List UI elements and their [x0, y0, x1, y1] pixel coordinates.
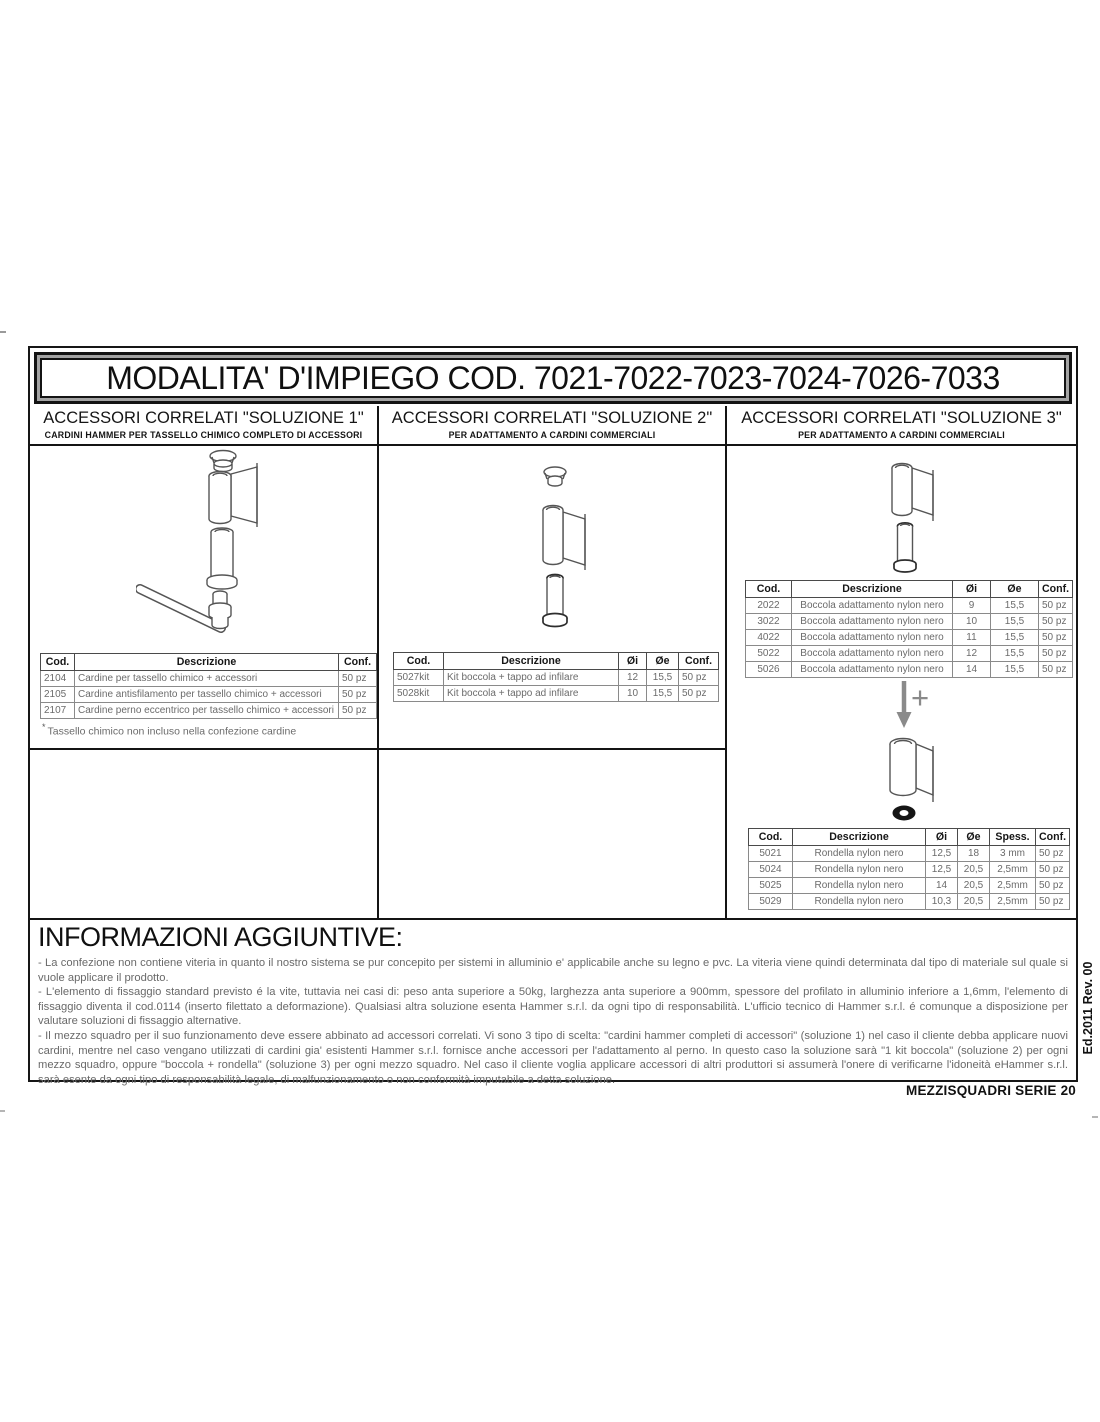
table-cell: 50 pz — [1036, 894, 1070, 910]
table-row — [394, 670, 719, 686]
solution1-subtitle: CARDINI HAMMER PER TASSELLO CHIMICO COMPLETO DI ACCESSORI — [44, 430, 363, 440]
solution1-title: ACCESSORI CORRELATI "SOLUZIONE 1" — [43, 409, 364, 427]
table-cell: 50 pz — [1036, 878, 1070, 894]
table-cell: 50 pz — [1039, 630, 1073, 646]
table-cell: Rondella nylon nero — [793, 862, 926, 878]
table-cell: 10 — [619, 686, 647, 702]
table-row — [749, 846, 1070, 862]
table-cell: 50 pz — [1039, 662, 1073, 678]
column-header: Øi — [619, 653, 647, 670]
horizontal-divider — [30, 748, 727, 750]
column-header: Cod. — [746, 581, 792, 598]
table-cell: 5022 — [746, 646, 792, 662]
table-cell: 14 — [926, 878, 958, 894]
table-cell: Rondella nylon nero — [793, 894, 926, 910]
plus-icon: + — [910, 680, 930, 715]
table-cell: 20,5 — [958, 894, 990, 910]
table-cell: 5026 — [746, 662, 792, 678]
table-cell: Cardine antisfilamento per tassello chimico + accessori — [75, 687, 339, 703]
hinge-bushing-diagram — [888, 460, 940, 578]
table-cell: 50 pz — [1036, 862, 1070, 878]
table-cell: 12 — [953, 646, 991, 662]
table-cell: 5021 — [749, 846, 793, 862]
table-cell: Rondella nylon nero — [793, 846, 926, 862]
table-cell: 5024 — [749, 862, 793, 878]
table-row — [749, 894, 1070, 910]
solution3-boccole-table — [745, 580, 1073, 678]
table-cell: 12 — [619, 670, 647, 686]
table-cell: Rondella nylon nero — [793, 878, 926, 894]
footnote — [42, 722, 296, 738]
table-cell: 2,5mm — [990, 862, 1036, 878]
cap-bushing-kit-diagram — [535, 464, 595, 634]
table-cell: 9 — [953, 598, 991, 614]
table-cell: Boccola adattamento nylon nero — [792, 614, 953, 630]
table-cell: 15,5 — [991, 614, 1039, 630]
table-row — [746, 646, 1073, 662]
table-cell: 15,5 — [991, 646, 1039, 662]
table-row — [746, 598, 1073, 614]
solution2-table — [393, 652, 719, 702]
column-header: Spess. — [990, 829, 1036, 846]
solution3-title: ACCESSORI CORRELATI "SOLUZIONE 3" — [741, 409, 1062, 427]
table-cell: 12,5 — [926, 846, 958, 862]
table-row — [746, 630, 1073, 646]
table-cell: 50 pz — [679, 670, 719, 686]
column-header: Descrizione — [792, 581, 953, 598]
table-cell: 5028kit — [394, 686, 444, 702]
info-paragraph: - Il mezzo squadro per il suo funzionamento deve essere abbinato ad accessori correlati. Vi sono 3 tipo di scelta: "cardini hammer completi di accessori" (soluzione 1) nel caso il cliente debba applicare nuovi cardini, mentre nel caso vengano utilizzati di cardini gia' esistenti Hammer s.r.l. fornisce anche accessori per l'adattamento al perno. In questo caso la soluzione sarà "1 kit boccola" (soluzione 2) per ogni mezzo squadro, oppure "boccola + rondella" (soluzione 3) per ogni mezzo squadro. Nel caso il cliente voglia applicare accessori di altri produttori si assumerà l'onere di verificarne l'idoneità eHammer s.r.l. sarà esente da ogni tipo di responsabilità legale, di malfunzionamento o non conformità imputabile a detta soluzione. — [38, 1029, 1068, 1086]
table-cell: 11 — [953, 630, 991, 646]
table-cell: 15,5 — [647, 670, 679, 686]
table-cell: 3022 — [746, 614, 792, 630]
table-cell: 10 — [953, 614, 991, 630]
info-heading: INFORMAZIONI AGGIUNTIVE: — [38, 922, 403, 952]
table-cell: 10,3 — [926, 894, 958, 910]
table-cell: 2107 — [41, 703, 75, 719]
table-row — [746, 662, 1073, 678]
crop-mark — [1092, 1116, 1098, 1118]
table-row — [41, 703, 377, 719]
table-cell: 50 pz — [1039, 598, 1073, 614]
column-header: Conf. — [339, 654, 377, 671]
info-paragraph: - L'elemento di fissaggio standard previsto é la vite, tuttavia nei casi di: peso anta superiore a 50kg, larghezza anta superiore a 900mm, spessore del profilato in alluminio inferiore a 1,6mm, l'elemento di fissaggio diventa il cod.0114 (inserto filettato a deformazione). Qualsiasi altra soluzione esenta Hammer s.r.l. da ogni tipo di responsabilità. L'ufficio tecnico di Hammer s.r.l. é comunque a disposizione per valutare soluzioni di fissaggio alternative. — [38, 986, 1068, 1028]
table-cell: 50 pz — [679, 686, 719, 702]
solution3-rondelle-table — [748, 828, 1070, 910]
table-cell: 50 pz — [339, 687, 377, 703]
table-cell: 2,5mm — [990, 894, 1036, 910]
table-header-row — [394, 653, 719, 670]
column-header: Descrizione — [444, 653, 619, 670]
table-row — [749, 878, 1070, 894]
column-header: Øe — [958, 829, 990, 846]
page-title: MODALITA' D'IMPIEGO COD. 7021-7022-7023-7024-7026-7033 — [40, 358, 1066, 398]
table-cell: 50 pz — [1039, 646, 1073, 662]
column-header: Cod. — [394, 653, 444, 670]
column-divider — [377, 446, 379, 918]
solution2-title: ACCESSORI CORRELATI "SOLUZIONE 2" — [391, 409, 713, 427]
table-cell: 2104 — [41, 671, 75, 687]
table-cell: 18 — [958, 846, 990, 862]
table-header-row — [41, 654, 377, 671]
table-cell: Kit boccola + tappo ad infilare — [444, 686, 619, 702]
column-header: Cod. — [41, 654, 75, 671]
table-cell: 14 — [953, 662, 991, 678]
solution2-subtitle: PER ADATTAMENTO A CARDINI COMMERCIALI — [448, 430, 656, 440]
info-paragraph: - La confezione non contiene viteria in quanto il nostro sistema se pur concepito per sistemi in alluminio e' applicabile anche su legno e pvc. La viteria viene quindi determinata dal tipo di materiale sul quale si vuole applicare il prodotto. — [38, 957, 1068, 984]
crop-mark — [0, 1110, 5, 1112]
table-cell: Cardine perno eccentrico per tassello chimico + accessori — [75, 703, 339, 719]
table-cell: 50 pz — [1036, 846, 1070, 862]
solution1-header — [30, 406, 379, 444]
table-cell: 20,5 — [958, 878, 990, 894]
table-cell: 5029 — [749, 894, 793, 910]
column-headers — [30, 406, 1076, 446]
table-row — [41, 671, 377, 687]
table-cell: 15,5 — [991, 662, 1039, 678]
table-cell: 3 mm — [990, 846, 1036, 862]
table-header-row — [749, 829, 1070, 846]
table-cell: 4022 — [746, 630, 792, 646]
main-frame — [28, 346, 1078, 1086]
edition-revision-label: Ed.2011 Rev. 00 — [1081, 961, 1095, 1055]
table-row — [746, 614, 1073, 630]
footnote-text: Tassello chimico non incluso nella confezione cardine — [47, 725, 297, 738]
table-cell: Boccola adattamento nylon nero — [792, 646, 953, 662]
solution3-header — [727, 406, 1076, 444]
table-cell: Cardine per tassello chimico + accessori — [75, 671, 339, 687]
column-header: Conf. — [1036, 829, 1070, 846]
solution2-header — [379, 406, 727, 444]
solution1-table — [40, 653, 377, 719]
solution3-subtitle: PER ADATTAMENTO A CARDINI COMMERCIALI — [798, 430, 1005, 440]
footnote-marker: * — [42, 722, 46, 732]
table-cell: 15,5 — [647, 686, 679, 702]
table-cell: 20,5 — [958, 862, 990, 878]
table-cell: 50 pz — [1039, 614, 1073, 630]
column-header: Cod. — [749, 829, 793, 846]
column-header: Descrizione — [75, 654, 339, 671]
series-footer-label: MEZZISQUADRI SERIE 20 — [906, 1083, 1076, 1098]
table-cell: Boccola adattamento nylon nero — [792, 598, 953, 614]
table-cell: 2022 — [746, 598, 792, 614]
column-header: Øi — [926, 829, 958, 846]
column-header: Øe — [991, 581, 1039, 598]
hinge-chemical-anchor-exploded-diagram — [136, 448, 262, 658]
table-cell: 15,5 — [991, 598, 1039, 614]
column-header: Conf. — [1039, 581, 1073, 598]
column-header: Øe — [647, 653, 679, 670]
table-cell: 50 pz — [339, 671, 377, 687]
table-cell: 50 pz — [339, 703, 377, 719]
table-cell: Boccola adattamento nylon nero — [792, 662, 953, 678]
column-header: Conf. — [679, 653, 719, 670]
table-cell: 5027kit — [394, 670, 444, 686]
column-header: Øi — [953, 581, 991, 598]
column-header: Descrizione — [793, 829, 926, 846]
table-cell: Kit boccola + tappo ad infilare — [444, 670, 619, 686]
table-cell: Boccola adattamento nylon nero — [792, 630, 953, 646]
table-row — [394, 686, 719, 702]
table-row — [41, 687, 377, 703]
crop-mark — [0, 331, 6, 333]
table-cell: 2,5mm — [990, 878, 1036, 894]
table-row — [749, 862, 1070, 878]
table-cell: 15,5 — [991, 630, 1039, 646]
table-cell: 2105 — [41, 687, 75, 703]
additional-info-section — [30, 918, 1076, 1086]
table-cell: 5025 — [749, 878, 793, 894]
table-header-row — [746, 581, 1073, 598]
column-divider — [725, 446, 727, 918]
title-bar — [34, 352, 1072, 404]
table-cell: 12,5 — [926, 862, 958, 878]
